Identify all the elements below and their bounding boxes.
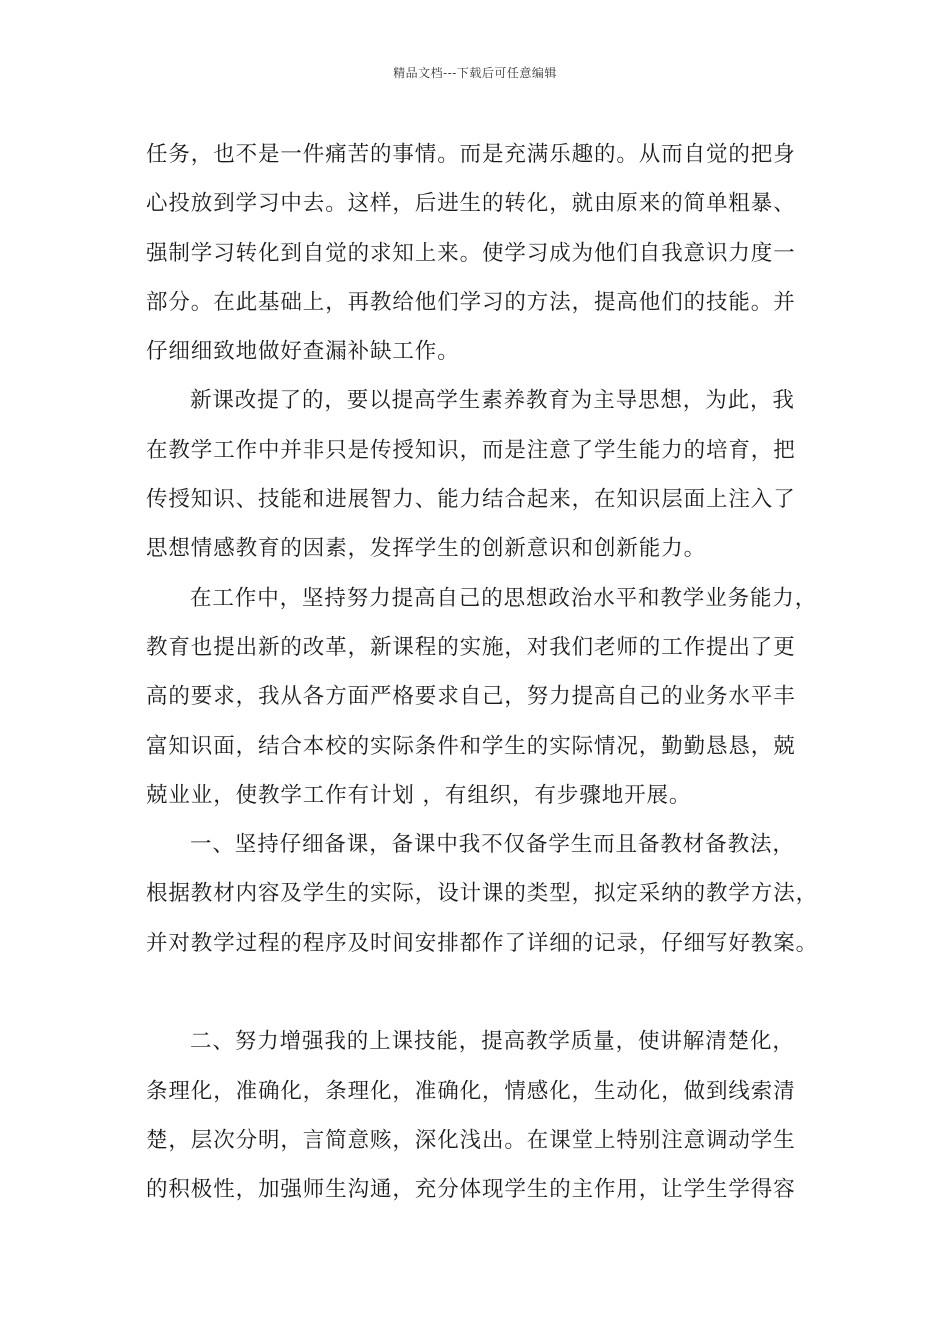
paragraph-first-line: 一、坚持仔细备课，备课中我不仅备学生而且备教材备教法， [190, 832, 795, 858]
document-body [146, 130, 819, 1215]
text-line: 楚，层次分明，言简意赅，深化浅出。在课堂上特别注意调动学生 [146, 1127, 796, 1153]
text-line: 任务，也不是一件痛苦的事情。而是充满乐趣的。从而自觉的把身 [146, 142, 796, 167]
text-line: 高的要求，我从各方面严格要求自己，努力提高自己的业务水平丰 [146, 684, 796, 710]
paragraph-gap [146, 968, 816, 1017]
text-line: 富知识面，结合本校的实际条件和学生的实际情况，勤勤恳恳，兢 [146, 733, 796, 759]
text-line: 思想情感教育的因素，发挥学生的创新意识和创新能力。 [146, 536, 707, 562]
text-line: 根据教材内容及学生的实际，设计课的类型，拟定采纳的教学方法， [146, 881, 819, 907]
text-line: 的积极性，加强师生沟通，充分体现学生的主作用，让学生学得容 [146, 1177, 796, 1203]
text-line: 传授知识、技能和进展智力、能力结合起来，在知识层面上注入了 [146, 487, 796, 513]
page-header: 精品文档---下载后可任意编辑 [393, 66, 557, 80]
text-line: 条理化，准确化，条理化，准确化，情感化，生动化，做到线索清 [146, 1078, 796, 1104]
paragraph-first-line: 二、努力增强我的上课技能，提高教学质量，使讲解清楚化， [190, 1029, 795, 1055]
text-line: 教育也提出新的改革，新课程的实施，对我们老师的工作提出了更 [146, 634, 796, 660]
text-line: 并对教学过程的程序及时间安排都作了详细的记录，仔细写好教案。 [146, 930, 819, 956]
text-line: 强制学习转化到自觉的求知上来。使学习成为他们自我意识力度一 [146, 240, 796, 266]
text-line: 心投放到学习中去。这样，后进生的转化，就由原来的简单粗暴、 [146, 191, 796, 217]
text-line: 兢业业，使教学工作有计划 ，有组织，有步骤地开展。 [146, 782, 692, 808]
text-line: 部分。在此基础上，再教给他们学习的方法，提高他们的技能。并 [146, 289, 796, 315]
paragraph-first-line: 新课改提了的，要以提高学生素养教育为主导思想，为此，我 [190, 388, 795, 414]
paragraph-first-line: 在工作中，坚持努力提高自己的思想政治水平和教学业务能力， [190, 585, 818, 611]
text-line: 在教学工作中并非只是传授知识，而是注意了学生能力的培育，把 [146, 437, 796, 463]
text-line: 仔细细致地做好查漏补缺工作。 [146, 339, 460, 365]
